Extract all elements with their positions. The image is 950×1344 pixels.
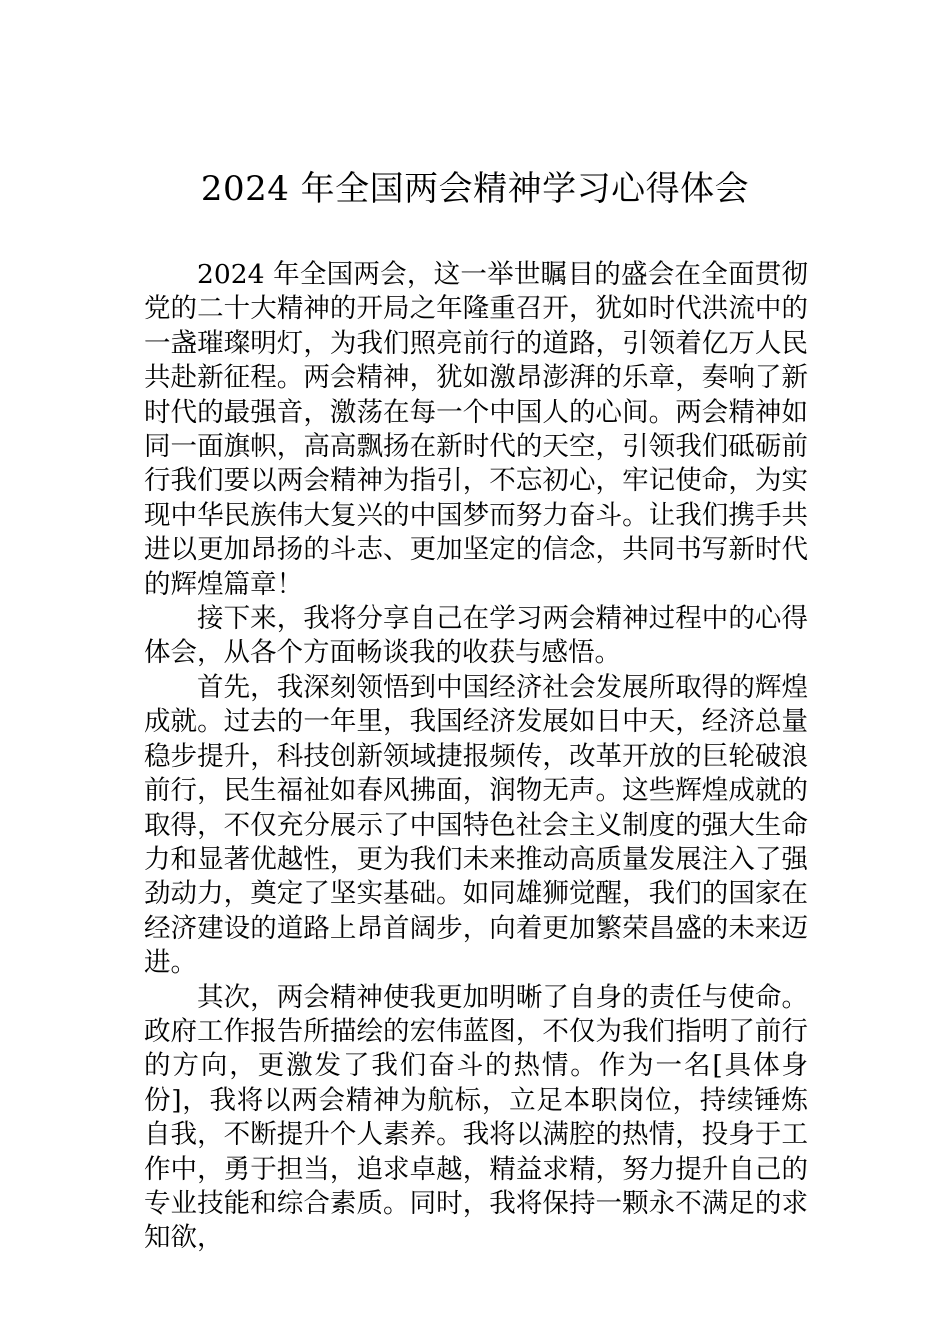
document-title: 2024 年全国两会精神学习心得体会 (200, 169, 750, 209)
paragraph-second-point: 其次，两会精神使我更加明晰了自身的责任与使命。政府工作报告所描绘的宏伟蓝图，不仅为我们指明了前行的方向，更激发了我们奋斗的热情。作为一名[具体身份]，我将以两会精神为航标，立足本职岗位，持续锤炼自我，不断提升个人素养。我将以满腔的热情，投身于工作中，勇于担当，追求卓越，精益求精，努力提升自己的专业技能和综合素质。同时，我将保持一颗永不满足的求知欲， (144, 981, 808, 1254)
paragraph-transition: 接下来，我将分享自己在学习两会精神过程中的心得体会，从各个方面畅谈我的收获与感悟。 (144, 603, 808, 669)
paragraph-first-point: 首先，我深刻领悟到中国经济社会发展所取得的辉煌成就。过去的一年里，我国经济发展如日中天，经济总量稳步提升，科技创新领域捷报频传，改革开放的巨轮破浪前行，民生福祉如春风拂面，润物无声。这些辉煌成就的取得，不仅充分展示了中国特色社会主义制度的强大生命力和显著优越性，更为我们未来推动高质量发展注入了强劲动力，奠定了坚实基础。如同雄狮觉醒，我们的国家在经济建设的道路上昂首阔步，向着更加繁荣昌盛的未来迈进。 (144, 671, 808, 979)
paragraph-intro: 2024 年全国两会，这一举世瞩目的盛会在全面贯彻党的二十大精神的开局之年隆重召开，犹如时代洪流中的一盏璀璨明灯，为我们照亮前行的道路，引领着亿万人民共赴新征程。两会精神，犹如激昂澎湃的乐章，奏响了新时代的最强音，激荡在每一个中国人的心间。两会精神如同一面旗帜，高高飘扬在新时代的天空，引领我们砥砺前行我们要以两会精神为指引，不忘初心，牢记使命，为实现中华民族伟大复兴的中国梦而努力奋斗。让我们携手共进以更加昂扬的斗志、更加坚定的信念，共同书写新时代的辉煌篇章！ (144, 259, 808, 600)
document-body (144, 258, 808, 1256)
